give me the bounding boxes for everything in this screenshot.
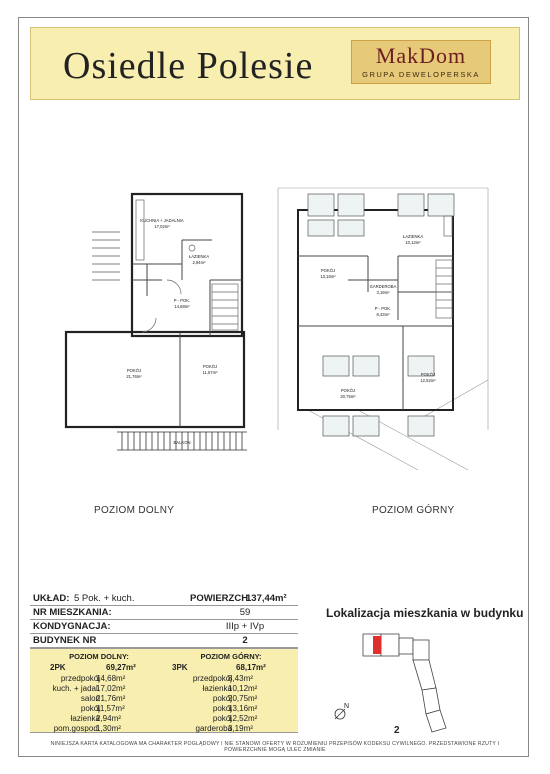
area-row — [166, 674, 296, 684]
lower-salon-area: 21,76m² — [126, 374, 142, 379]
upper-floor-plan — [268, 180, 498, 470]
room-name: przedpokój — [60, 674, 100, 683]
developer-logo — [351, 40, 491, 84]
lower-hall-label: P - POK. — [173, 298, 191, 303]
upper-room2-area: 20,75m² — [340, 394, 356, 399]
lower-bath-label: ŁAZIENKA — [188, 254, 210, 259]
room-name: pokój — [212, 704, 232, 713]
upper-area-column: POZIOM GÓRNY: 3PK 68,17m² przedpokój 8,43m² łazienka 10,12m² pokój 20,75m² pokój 13,16m² pokój 12,52m² garderoba 3,19m² — [166, 652, 296, 734]
room-name: przedpokój — [192, 674, 232, 683]
info-row-floor: KONDYGNACJA: IIIp + IVp — [30, 620, 298, 634]
building-location-map — [318, 628, 458, 738]
upper-level-label: POZIOM GÓRNY — [372, 505, 455, 516]
room-area: 21,76m² — [96, 694, 126, 703]
logo-brand: MakDom — [375, 43, 467, 68]
area-row — [34, 714, 164, 724]
room-name: garderoba — [195, 724, 232, 733]
area-row — [34, 704, 164, 714]
room-area: 17,02m² — [96, 684, 126, 693]
upper-hall-area: 8,43m² — [376, 312, 390, 317]
room-area: 10,12m² — [228, 684, 258, 693]
upper-room1-label: POKÓJ — [320, 268, 336, 273]
room-area: 11,57m² — [96, 704, 125, 713]
area-row — [166, 694, 296, 704]
area-row — [166, 684, 296, 694]
area-row — [34, 694, 164, 704]
area-table — [30, 648, 298, 733]
upper-hall-label: P - POK. — [374, 306, 392, 311]
room-name: salon — [80, 694, 100, 703]
area-row — [34, 684, 164, 694]
room-name: pom.gospod. — [53, 724, 100, 733]
room-name: łazienka — [70, 714, 100, 723]
upper-room2-label: POKÓJ — [340, 388, 356, 393]
north-indicator-icon: N — [344, 703, 350, 710]
room-name: pokój — [80, 704, 100, 713]
info-row-layout: UKŁAD: 5 Pok. + kuch. POWIERZCH. 137,44m² — [30, 592, 298, 606]
lower-bath-area: 2,94m² — [192, 260, 206, 265]
upper-wardrobe-label: GARDEROBA — [369, 284, 397, 289]
room-name: kuch. + jadal. — [52, 684, 100, 693]
lower-kitchen-area: 17,02m² — [154, 224, 170, 229]
lower-salon-label: POKÓJ — [126, 368, 142, 373]
room-name: pokój — [212, 714, 232, 723]
upper-bath-label: ŁAZIENKA — [402, 234, 424, 239]
apartment-highlight — [373, 636, 381, 654]
lower-room-label: POKÓJ — [202, 364, 218, 369]
area-row — [166, 724, 296, 734]
room-area: 14,68m² — [96, 674, 126, 683]
area-row — [34, 674, 164, 684]
header-banner — [30, 27, 520, 100]
location-title: Lokalizacja mieszkania w budynku — [326, 606, 524, 620]
room-area: 12,52m² — [228, 714, 258, 723]
room-area: 3,19m² — [228, 724, 253, 733]
upper-wardrobe-area: 3,19m² — [376, 290, 390, 295]
upper-room1-area: 13,16m² — [320, 274, 336, 279]
room-area: 1,30m² — [96, 724, 121, 733]
lower-area-column: POZIOM DOLNY: 2PK 69,27m² przedpokój 14,68m² kuch. + jadal. 17,02m² salon 21,76m² pokój 11,57m² łazienka 2,94m² pom.gospod. 1,30m² — [34, 652, 164, 734]
lower-kitchen-label: KUCHNIA + JADALNIA — [140, 218, 184, 223]
lower-room-area: 11,57m² — [202, 370, 218, 375]
upper-room3-area: 12,52m² — [420, 378, 436, 383]
room-area: 13,16m² — [228, 704, 258, 713]
room-name: pokój — [212, 694, 232, 703]
upper-bath-area: 10,12m² — [405, 240, 421, 245]
disclaimer-footer: NINIEJSZA KARTA KATALOGOWA MA CHARAKTER POGLĄDOWY I NIE STANOWI OFERTY W ROZUMIENIU PRZEPISÓW KODEKSU CYWILNEGO. PRZEDSTAWIONE RZUTY I POWIERZCHNIE MOGĄ ULEC ZMIANIE — [50, 741, 500, 753]
room-area: 20,75m² — [228, 694, 258, 703]
location-building-number: 2 — [394, 725, 400, 736]
info-row-building: BUDYNEK NR 2 — [30, 634, 298, 648]
upper-room3-label: POKÓJ — [420, 372, 436, 377]
lower-hall-area: 14,68m² — [174, 304, 190, 309]
room-area: 8,43m² — [228, 674, 253, 683]
logo-subtitle: GRUPA DEWELOPERSKA — [362, 70, 480, 79]
area-row — [166, 704, 296, 714]
lower-level-label: POZIOM DOLNY — [94, 505, 175, 516]
project-title: Osiedle Polesie — [63, 45, 314, 87]
info-row-apartment: NR MIESZKANIA: 59 — [30, 606, 298, 620]
room-area: 2,94m² — [96, 714, 121, 723]
area-row — [34, 724, 164, 734]
lower-balcony-label: BALKON — [173, 440, 191, 445]
area-row — [166, 714, 296, 724]
room-name: łazienka — [202, 684, 232, 693]
lower-floor-plan — [62, 180, 252, 470]
